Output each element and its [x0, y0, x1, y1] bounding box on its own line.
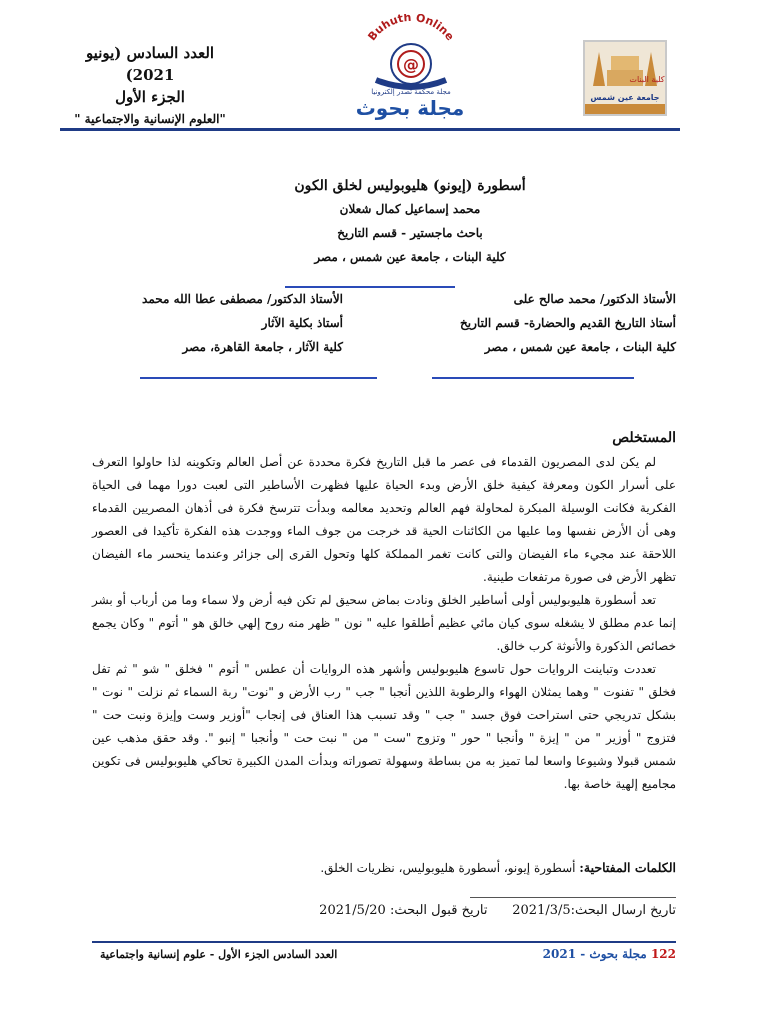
keywords-label: الكلمات المفتاحية:	[579, 860, 676, 875]
accepted-date-value: 2021/5/20	[319, 903, 386, 918]
footer-journal-year: مجلة بحوث - 2021	[542, 947, 647, 961]
abstract-heading: المستخلص	[612, 430, 676, 446]
supervisor-1-title: أستاذ التاريخ القديم والحضارة- قسم التاريخ	[460, 316, 676, 330]
journal-name: مجلة بحوث	[355, 96, 465, 120]
supervisor-1	[386, 287, 676, 359]
supervisor-2-title: أستاذ بكلية الآثار	[261, 316, 343, 330]
svg-text:Buhuth Online	[365, 14, 456, 43]
supervisor-1-name: الأستاذ الدكتور/ محمد صالح على	[513, 292, 676, 306]
submission-dates	[319, 903, 676, 918]
abstract-paragraph: تعد أسطورة هليوبوليس أولى أساطير الخلق ونادت بماض سحيق لم تكن فيه أرض ولا سماء وما من أرباب أو بشر إنما عدم مطلق لا يشغله سوى كيان مائي عظيم أطلقوا عليه " نون " ظهر منه روح إلهي خالق هو " أتوم " وكان يجمع خصائص الذكورة والأنوثة كرب خالق.	[92, 593, 676, 653]
supervisor-1-affiliation: كلية البنات ، جامعة عين شمس ، مصر	[484, 340, 676, 354]
author-affiliation: كلية البنات ، جامعة عين شمس ، مصر	[314, 250, 506, 264]
keywords	[92, 860, 676, 875]
supervisor-2-affiliation: كلية الآثار ، جامعة القاهرة، مصر	[182, 340, 343, 354]
footer-page-info	[543, 947, 676, 961]
abstract-body	[92, 451, 676, 796]
footer-divider	[92, 941, 676, 943]
svg-text:@: @	[403, 55, 419, 74]
author-role: باحث ماجستير - قسم التاريخ	[337, 226, 483, 240]
logo-subtitle: مجلة محكمة تصدر إلكترونيا	[371, 88, 451, 96]
keywords-value: أسطورة إيونو، أسطورة هليوبوليس، نظريات الخلق.	[320, 861, 576, 875]
header-divider	[60, 128, 680, 131]
dates-divider	[470, 897, 676, 898]
footer-issue-text: العدد السادس الجزء الأول - علوم إنسانية واجتماعية	[100, 948, 338, 961]
college-logo-text: كلية البنات	[629, 75, 665, 84]
paper-title: أسطورة (إيونو) هليوبوليس لخلق الكون	[294, 178, 526, 194]
college-logo-subtext: جامعة عين شمس	[590, 93, 660, 102]
accepted-date-label: تاريخ قبول البحث:	[389, 903, 488, 918]
abstract-paragraph: تعددت وتباينت الروايات حول تاسوع هليوبوليس وأشهر هذه الروايات أن عطس " أتوم " فخلق " شو " ثم تفل فخلق " تفنوت " وهما يمثلان الهواء والرطوبة اللذين أنجبا " جب " رب الأرض و "نوت" ربة السماء ثم نزلت " نوت " بشكل تدريجي حتى استراحت فوق جسد " جب " وقد تسبب هذا العناق فى إنجاب "أوزير وست وإيزة ونبت حت " فتزوج " أوزير " من " إيزة " وأنجبا " حور " وتزوج "ست " من " نبت حت " وأنجبا " إنبو ". وقد حقق مذهب عين شمس قبولا وشيوعا واسعا لما تميز به من بساطة وسهولة تصوراته وبدأت المدن الكبيرة تحاكي هليوبوليس فى تكوين مجاميع إلهية خاصة بها.	[92, 662, 676, 791]
buhuth-logo	[352, 14, 470, 98]
abstract-paragraph: لم يكن لدى المصريون القدماء فى عصر ما قبل التاريخ فكرة محددة عن أصل العالم وتكوينه لذا حاولوا التعرف على أسرار الكون ومعرفة كيفية خلق الأرض وبدء الحياة عليها فظهرت الأساطير التى لعبت دورا مهما فى الحياة الفكرية فكانت الوسيلة المبكرة لمحاولة فهم العالم وتحديد معالمه وبدأت تترسخ فكرة فى أذهان المصريين القدماء وهى أن الأرض نفسها وما عليها من الكائنات الحية قد خرجت من جوف الماء ووجدت هذه الفكرة تأكيدا فى العصور اللاحقة عند مجيء ماء الفيضان والتى كانت تغمر المملكة كلها وتحول القرى إلى جزائر وعندما ينحسر ماء الفيضان تظهر الأرض فى صورة مرتفعات طينية.	[92, 455, 676, 584]
issue-section: "العلوم الإنسانية والاجتماعية "	[74, 112, 226, 126]
supervisor-2	[93, 287, 343, 359]
logo-arc-text: Buhuth Online	[365, 14, 457, 44]
supervisor-1-underline	[432, 377, 634, 379]
supervisor-2-underline	[140, 377, 377, 379]
issue-number: العدد السادس (يونيو 2021)	[85, 44, 215, 84]
sent-date-value: 2021/3/5	[512, 903, 571, 918]
sent-date-label: تاريخ ارسال البحث:	[570, 903, 676, 918]
supervisor-2-name: الأستاذ الدكتور/ مصطفى عطا الله محمد	[142, 292, 343, 306]
issue-part: الجزء الأول	[115, 88, 185, 106]
page-number: 122	[650, 947, 676, 961]
college-logo	[583, 40, 667, 116]
issue-info	[60, 42, 240, 130]
author-name: محمد إسماعيل كمال شعلان	[339, 202, 481, 216]
